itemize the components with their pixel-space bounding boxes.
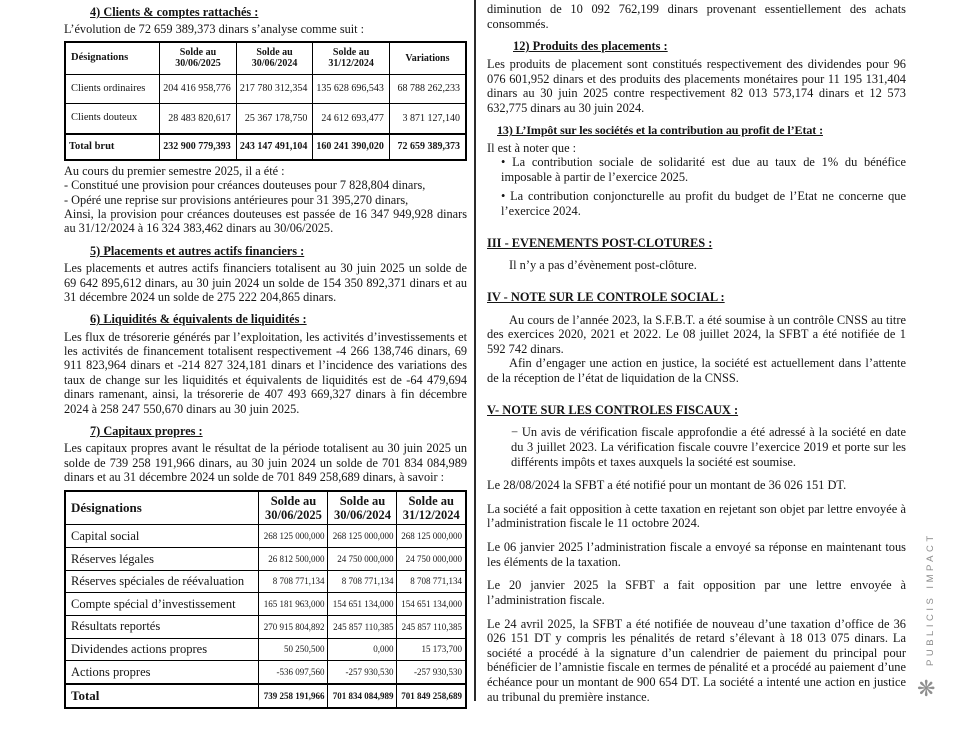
- cell-value: 135 628 696,543: [313, 75, 390, 104]
- cell-value: 154 651 134,000: [328, 593, 397, 616]
- cell-value: 24 750 000,000: [397, 548, 466, 571]
- section-V-paragraph: Le 24 avril 2025, la SFBT a été notifiée de nouveau d’une taxation d’office de 36 026 151 DT y compris les pénalités de retard s’élevant à 18 013 075 dinars. La société a procédé à la signature d’un calendrier de paiement du principal pour bénéficier de l’amnistie fiscale en termes de pénalité et a procédé au paiement d’une échéance pour un montant de 900 654 DT. La société a intenté une action en justice au tribunal du première instance.: [487, 616, 906, 704]
- cell-value: 268 125 000,000: [328, 525, 397, 548]
- equity-table: [64, 490, 467, 709]
- section-III-heading: III - EVENEMENTS POST-CLOTURES :: [487, 235, 713, 250]
- bullet-item: • La contribution conjoncturelle au profit du budget de l’Etat ne concerne que l’exercice 2024.: [501, 189, 906, 219]
- column-header: Solde au 30/06/2025: [259, 491, 328, 525]
- section-V-paragraph: Le 28/08/2024 la SFBT a été notifié pour un montant de 36 026 151 DT.: [487, 478, 847, 493]
- section-12-body: Les produits de placement sont constitués respectivement des dividendes pour 96 076 601,952 dinars et des produits des placements monétaires pour 11 195 131,404 dinars au 30 juin 2025 contre respectivement 82 013 573,174 dinars et 12 573 632,775 dinars au 30 juin 2024.: [487, 56, 906, 115]
- table-row: [65, 593, 466, 616]
- column-header: Désignations: [65, 42, 160, 75]
- column-divider: [474, 0, 476, 701]
- cell-value: 701 849 258,689: [397, 684, 466, 708]
- cell-value: 701 834 084,989: [328, 684, 397, 708]
- paragraph: - Constitué une provision pour créances douteuses pour 7 828,804 dinars,: [64, 178, 426, 193]
- section-IV-paragraph: Afin d’engager une action en justice, la société est actuellement dans l’attente de la réception de l’état de liquidation de la CNSS.: [487, 356, 906, 386]
- row-label: Réserves spéciales de réévaluation: [65, 570, 259, 593]
- cell-value: 165 181 963,000: [259, 593, 328, 616]
- column-header: Désignations: [65, 491, 259, 525]
- cell-value: 68 788 262,233: [389, 75, 466, 104]
- left-column: [64, 5, 467, 709]
- row-label: Actions propres: [65, 661, 259, 684]
- cell-value: 50 250,500: [259, 638, 328, 661]
- section-4-heading: 4) Clients & comptes rattachés :: [90, 5, 259, 19]
- cell-value: 0,000: [328, 638, 397, 661]
- cell-value: 3 871 127,140: [389, 104, 466, 134]
- section-6-heading: 6) Liquidités & équivalents de liquidités :: [90, 312, 307, 327]
- cell-value: 160 241 390,020: [313, 134, 390, 160]
- table-row: [65, 615, 466, 638]
- row-label: Capital social: [65, 525, 259, 548]
- cell-value: 204 416 958,776: [160, 75, 237, 104]
- table-row: [65, 638, 466, 661]
- cell-value: 268 125 000,000: [397, 525, 466, 548]
- table-row: [65, 684, 466, 708]
- bullet-item: • La contribution sociale de solidarité est due au taux de 1% du bénéfice imposable à partir de l’exercice 2025.: [501, 155, 906, 184]
- row-label: Clients ordinaires: [65, 75, 160, 104]
- column-header: Solde au 30/06/2025: [160, 42, 237, 75]
- cell-value: 15 173,700: [397, 638, 466, 661]
- row-label: Résultats reportés: [65, 615, 259, 638]
- table-row: [65, 134, 466, 160]
- cell-value: 8 708 771,134: [259, 570, 328, 593]
- column-header: Solde au 31/12/2024: [397, 491, 466, 525]
- paragraph: Au cours du premier semestre 2025, il a été :: [64, 163, 285, 178]
- section-13-heading: 13) L’Impôt sur les sociétés et la contribution au profit de l’Etat :: [497, 123, 823, 138]
- table-header-row: [65, 491, 466, 525]
- section-V-paragraph: Le 20 janvier 2025 la SFBT a fait opposition par une lettre envoyée à l’administration fiscale.: [487, 578, 906, 607]
- table-row: [65, 104, 466, 134]
- cell-value: -257 930,530: [328, 661, 397, 684]
- table-row: [65, 661, 466, 684]
- table-row: [65, 75, 466, 104]
- dash-item: − Un avis de vérification fiscale approfondie a été adressé à la société en date du 3 juillet 2023. La vérification fiscale couvre l’exercice 2019 et porte sur les différents impôts et taxes auxquels la société est soumise.: [511, 425, 906, 469]
- row-label: Dividendes actions propres: [65, 638, 259, 661]
- section-5-heading: 5) Placements et autres actifs financiers :: [90, 243, 305, 258]
- cell-value: 268 125 000,000: [259, 525, 328, 548]
- cell-value: 24 750 000,000: [328, 548, 397, 571]
- row-label: Total brut: [65, 134, 160, 160]
- cell-value: 154 651 134,000: [397, 593, 466, 616]
- section-IV-heading: IV - NOTE SUR LE CONTROLE SOCIAL :: [487, 289, 725, 304]
- section-13-intro: Il est à noter que :: [487, 140, 577, 155]
- column-header: Solde au 30/06/2024: [328, 491, 397, 525]
- section-12-heading: 12) Produits des placements :: [513, 39, 668, 54]
- cell-value: 26 812 500,000: [259, 548, 328, 571]
- cell-value: 245 857 110,385: [328, 615, 397, 638]
- column-header: Variations: [389, 42, 466, 75]
- section-4-intro: L’évolution de 72 659 389,373 dinars s’analyse comme suit :: [64, 22, 365, 37]
- cell-value: 243 147 491,104: [236, 134, 313, 160]
- section-V-heading: V- NOTE SUR LES CONTROLES FISCAUX :: [487, 402, 739, 417]
- row-label: Compte spécial d’investissement: [65, 593, 259, 616]
- section-7-body: Les capitaux propres avant le résultat de la période totalisent au 30 juin 2025 un solde de 739 258 191,966 dinars, au 30 juin 2024 un solde de 701 834 084,989 dinars et au 31 décembre 2024 un solde de 701 849 258,689 dinars, à savoir :: [64, 441, 467, 485]
- table-row: [65, 525, 466, 548]
- paragraph: Ainsi, la provision pour créances douteuses est passée de 16 347 949,928 dinars au 31/12/2024 à 16 324 383,462 dinars au 30/06/2025.: [64, 207, 467, 236]
- cell-value: -536 097,560: [259, 661, 328, 684]
- row-label: Clients douteux: [65, 104, 160, 134]
- cell-value: 739 258 191,966: [259, 684, 328, 708]
- cell-value: 232 900 779,393: [160, 134, 237, 160]
- section-III-body: Il n’y a pas d’évènement post-clôture.: [509, 258, 697, 273]
- table-header-row: [65, 42, 466, 75]
- cell-value: 8 708 771,134: [328, 570, 397, 593]
- cell-value: 28 483 820,617: [160, 104, 237, 134]
- cell-value: 25 367 178,750: [236, 104, 313, 134]
- section-6-body: Les flux de trésorerie générés par l’exploitation, les activités d’investissements et les activités de financement totalisent respectivement -4 266 138,746 dinars, 69 911 823,964 dinars et -214 827 324,181 dinars et l’incidence des variations des taux de change sur les liquidités et équivalents de liquidités est de -64 479,694 dinars ramenant, ainsi, la trésorerie de 407 493 669,327 dinars à fin décembre 2024 à 258 247 550,670 dinars au 30 juin 2025.: [64, 329, 467, 416]
- cell-value: 24 612 693,477: [313, 104, 390, 134]
- column-header: Solde au 31/12/2024: [313, 42, 390, 75]
- paragraph: - Opéré une reprise sur provisions antérieures pour 31 395,270 dinars,: [64, 192, 409, 207]
- right-column: [487, 2, 906, 704]
- section-7-heading: 7) Capitaux propres :: [90, 423, 203, 438]
- table-row: [65, 548, 466, 571]
- section-IV-paragraph: Au cours de l’année 2023, la S.F.B.T. a été soumise à un contrôle CNSS au titre des exercices 2020, 2021 et 2022. Le 08 juillet 2024, la SFBT a été notifiée de 1 592 742 dinars.: [487, 312, 906, 356]
- row-label: Réserves légales: [65, 548, 259, 571]
- cell-value: 270 915 804,892: [259, 615, 328, 638]
- clients-table: [64, 41, 467, 161]
- continued-paragraph: diminution de 10 092 762,199 dinars provenant essentiellement des achats consommés.: [487, 2, 906, 31]
- publicis-logo-icon: ❋: [917, 677, 936, 702]
- cell-value: 8 708 771,134: [397, 570, 466, 593]
- table-row: [65, 570, 466, 593]
- agency-credit: PUBLICIS IMPACT: [925, 532, 936, 666]
- section-V-paragraph: Le 06 janvier 2025 l’administration fiscale a envoyé sa réponse en maintenant tous les éléments de la taxation.: [487, 540, 906, 569]
- cell-value: 72 659 389,373: [389, 134, 466, 160]
- section-5-body: Les placements et autres actifs financiers totalisent au 30 juin 2025 un solde de 69 642 895,612 dinars, au 30 juin 2024 un solde de 154 350 892,371 dinars et au 31 décembre 2024 un solde de 275 222 204,865 dinars.: [64, 261, 467, 304]
- row-label: Total: [65, 684, 259, 708]
- section-V-paragraph: La société a fait opposition à cette taxation en rejetant son objet par lettre envoyée à l’administration fiscale le 11 octobre 2024.: [487, 501, 906, 531]
- cell-value: 245 857 110,385: [397, 615, 466, 638]
- column-header: Solde au 30/06/2024: [236, 42, 313, 75]
- cell-value: -257 930,530: [397, 661, 466, 684]
- cell-value: 217 780 312,354: [236, 75, 313, 104]
